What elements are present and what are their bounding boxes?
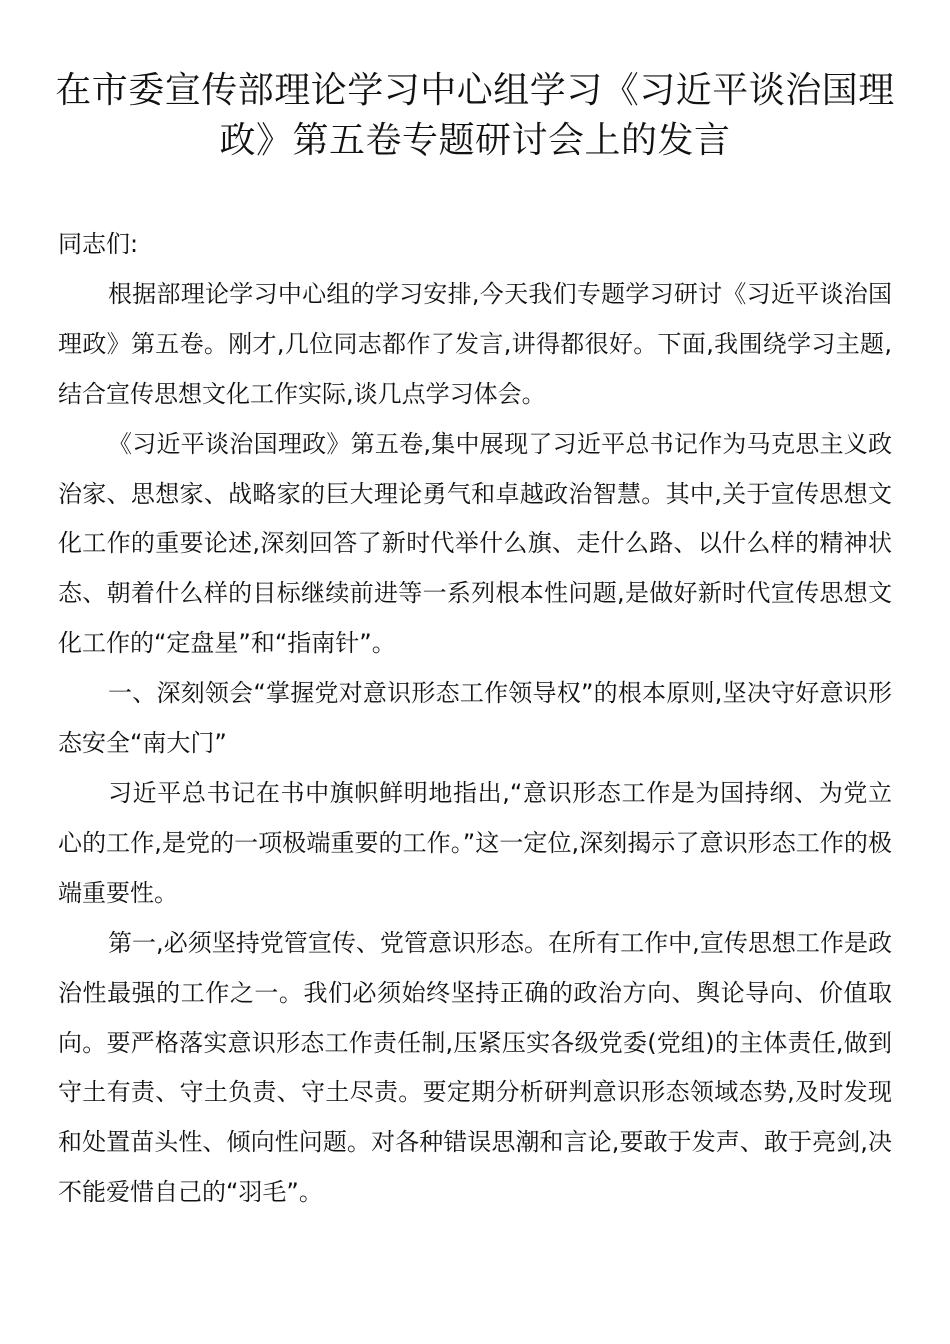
section-heading-1: 一、深刻领会“掌握党对意识形态工作领导权”的根本原则,坚决守好意识形态安全“南大门” — [58, 679, 892, 758]
salutation: 同志们: — [58, 230, 139, 258]
document-body — [58, 220, 892, 1218]
document-title: 在市委宣传部理论学习中心组学习《习近平谈治国理政》第五卷专题研讨会上的发言 — [55, 70, 895, 161]
paragraph-first-point: 第一,必须坚持党管宣传、党管意识形态。在所有工作中,宣传思想工作是政治性最强的工作之一。我们必须始终坚持正确的政治方向、舆论导向、价值取向。要严格落实意识形态工作责任制,压紧压实各级党委(党组)的主体责任,做到守土有责、守土负责、守土尽责。要定期分析研判意识形态领域态势,及时发现和处置苗头性、倾向性问题。对各种错误思潮和言论,要敢于发声、敢于亮剑,决不能爱惜自己的“羽毛”。 — [58, 928, 892, 1207]
paragraph-intro: 根据部理论学习中心组的学习安排,今天我们专题学习研讨《习近平谈治国理政》第五卷。刚才,几位同志都作了发言,讲得都很好。下面,我围绕学习主题,结合宣传思想文化工作实际,谈几点学习体会。 — [58, 279, 892, 408]
paragraph-overview: 《习近平谈治国理政》第五卷,集中展现了习近平总书记作为马克思主义政治家、思想家、战略家的巨大理论勇气和卓越政治智慧。其中,关于宣传思想文化工作的重要论述,深刻回答了新时代举什么旗、走什么路、以什么样的精神状态、朝着什么样的目标继续前进等一系列根本性问题,是做好新时代宣传思想文化工作的“定盘星”和“指南针”。 — [58, 429, 892, 658]
paragraph-quote: 习近平总书记在书中旗帜鲜明地指出,“意识形态工作是为国持纲、为党立心的工作,是党的一项极端重要的工作。”这一定位,深刻揭示了意识形态工作的极端重要性。 — [58, 778, 892, 907]
